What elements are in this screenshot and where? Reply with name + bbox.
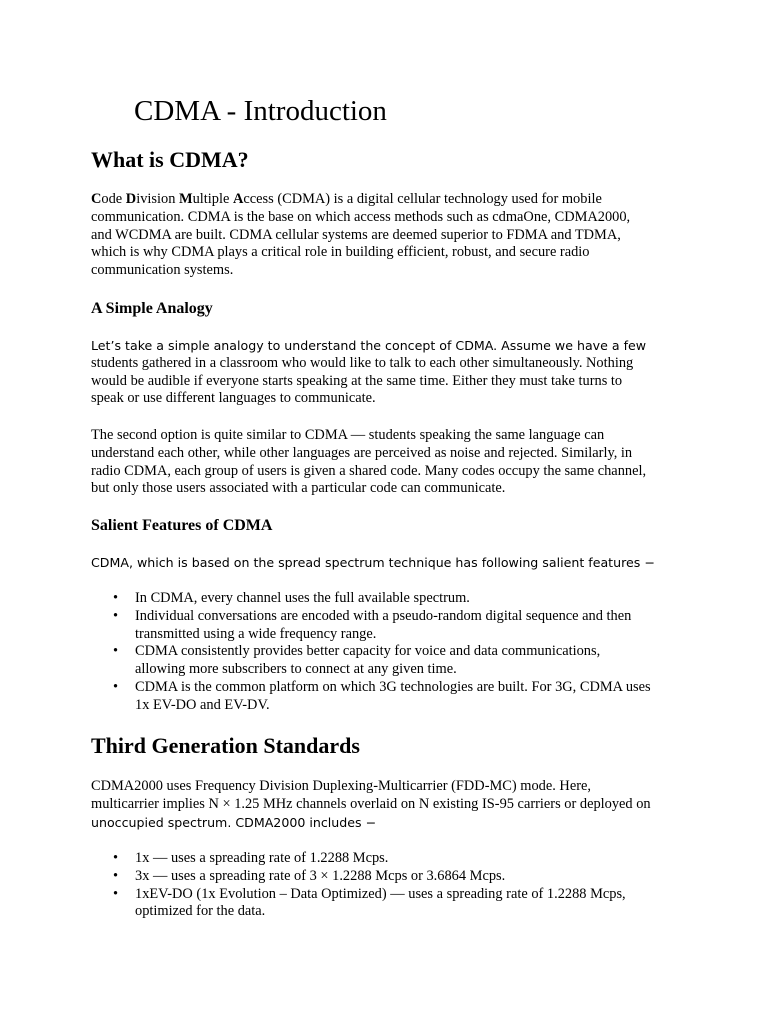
bold-letter: A (232, 191, 244, 207)
list-item (91, 643, 711, 679)
bold-letter: C (91, 191, 102, 207)
bold-letter: M (178, 191, 193, 207)
paragraph-line: multicarrier implies N × 1.25 MHz channels overlaid on N existing IS-95 carriers or deployed on (91, 795, 651, 812)
list-item-line: 3x — uses a spreading rate of 3 × 1.2288 Mcps or 3.6864 Mcps. (135, 867, 506, 884)
bold-letter: D (125, 191, 137, 207)
paragraph-line: communication systems. (91, 262, 234, 279)
list-item-line: CDMA is the common platform on which 3G technologies are built. For 3G, CDMA uses (135, 678, 651, 695)
list-item-line: In CDMA, every channel uses the full available spectrum. (135, 590, 470, 606)
list-item-line: Individual conversations are encoded with a pseudo-random digital sequence and then (135, 607, 632, 624)
list-item-line: transmitted using a wide frequency range. (135, 625, 377, 642)
bullet-icon: • (113, 885, 119, 902)
list-item (91, 590, 711, 608)
bullet-icon: • (113, 867, 119, 884)
paragraph-line: speak or use different languages to communicate. (91, 390, 376, 407)
paragraph-line: and WCDMA are built. CDMA cellular systems are deemed superior to FDMA and TDMA, (91, 226, 621, 243)
paragraph-line: The second option is quite similar to CDMA — students speaking the same language can (91, 427, 605, 443)
paragraph-line: unoccupied spectrum. CDMA2000 includes − (91, 814, 377, 830)
heading-third-generation-standards: Third Generation Standards (91, 733, 360, 758)
bullet-icon: • (113, 850, 119, 866)
paragraph-cdma2000 (91, 778, 691, 831)
heading-what-is-cdma: What is CDMA? (91, 147, 249, 172)
paragraph-line: students gathered in a classroom who would like to talk to each other simultaneously. Nothing (91, 354, 634, 371)
list-item (91, 868, 711, 886)
list-item-line: allowing more subscribers to connect at any given time. (135, 661, 457, 678)
list-item (91, 850, 711, 868)
list-item-line: 1x EV-DO and EV-DV. (135, 696, 270, 713)
paragraph-line: radio CDMA, each group of users is given a shared code. Many codes occupy the same channel, (91, 462, 647, 479)
paragraph-line: CDMA, which is based on the spread spectrum technique has following salient features − (91, 555, 655, 570)
text-run: ivision (136, 191, 179, 207)
paragraph-analogy-2 (91, 427, 691, 498)
list-item-line: optimized for the data. (135, 903, 266, 920)
heading-salient-features: Salient Features of CDMA (91, 517, 273, 534)
list-item (91, 886, 711, 922)
text-run: ccess (CDMA) is a digital cellular technology used for mobile (243, 191, 602, 207)
bullet-icon: • (113, 607, 119, 624)
paragraph-line: Let’s take a simple analogy to understand the concept of CDMA. Assume we have a few (91, 338, 647, 353)
paragraph-what-is-cdma (91, 191, 691, 280)
paragraph-line: which is why CDMA plays a critical role in building efficient, robust, and secure radio (91, 244, 590, 261)
bullet-icon: • (113, 590, 119, 606)
bullet-icon: • (113, 678, 119, 695)
paragraph-line: would be audible if everyone starts speaking at the same time. Either they must take turns to (91, 372, 623, 389)
paragraph-analogy-1 (91, 337, 691, 408)
bullet-icon: • (113, 643, 119, 660)
paragraph-line: communication. CDMA is the base on which access methods such as cdmaOne, CDMA2000, (91, 208, 631, 225)
list-item-line: CDMA consistently provides better capacity for voice and data communications, (135, 643, 601, 660)
paragraph-line: CDMA2000 uses Frequency Division Duplexing-Multicarrier (FDD-MC) mode. Here, (91, 778, 591, 794)
list-item-line: 1xEV-DO (1x Evolution – Data Optimized) — uses a spreading rate of 1.2288 Mcps, (135, 885, 626, 902)
features-list (91, 590, 711, 715)
text-run: ode (101, 191, 126, 207)
paragraph-line: but only those users associated with a particular code can communicate. (91, 480, 506, 497)
text-run: ultiple (192, 191, 233, 207)
paragraph-line: understand each other, while other languages are perceived as noise and rejected. Similarly, in (91, 444, 633, 461)
list-item-line: 1x — uses a spreading rate of 1.2288 Mcps. (135, 850, 389, 866)
paragraph-features-intro (91, 554, 691, 572)
page-title: CDMA - Introduction (134, 95, 387, 127)
list-item (91, 608, 711, 644)
paragraph-line (91, 191, 691, 209)
list-item (91, 679, 711, 715)
cdma2000-list (91, 850, 711, 921)
heading-simple-analogy: A Simple Analogy (91, 300, 213, 317)
